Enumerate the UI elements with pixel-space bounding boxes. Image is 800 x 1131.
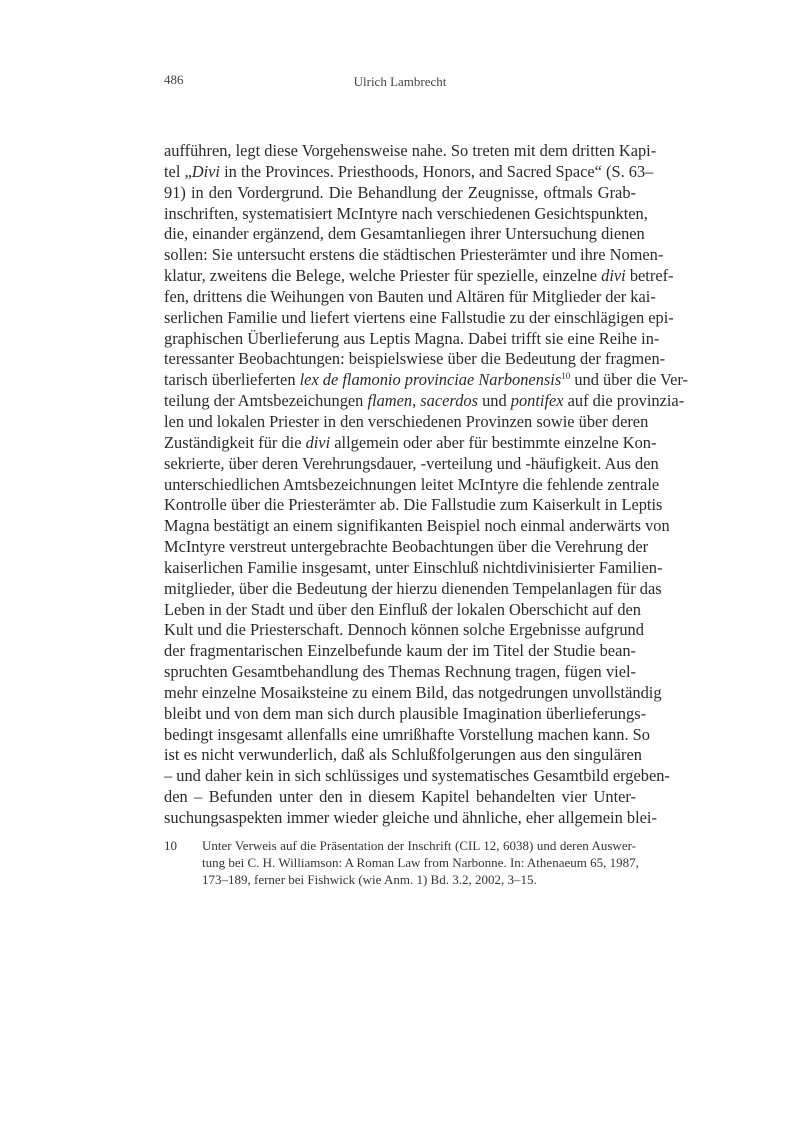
body-line: Zuständigkeit für die divi allgemein oder aber für bestimmte einzelne Kon- [164,432,657,452]
body-line: 91) in den Vordergrund. Die Behandlung der Zeugnisse, oftmals Grab- [164,182,636,202]
body-line: klatur, zweitens die Belege, welche Priester für spezielle, einzelne divi betref- [164,266,674,286]
italic-term: sacerdos [420,391,478,411]
body-line: mehr einzelne Mosaiksteine zu einem Bild, das notgedrungen unvollständig [164,682,662,702]
body-line: mitglieder, über die Bedeutung der hierzu dienenden Tempelanlagen für das [164,578,662,598]
body-line: – und daher kein in sich schlüssiges und systematisches Gesamtbild ergeben- [164,766,670,786]
body-line: sollen: Sie untersucht erstens die städtischen Priesterämter und ihre Nomen- [164,245,664,265]
footnote-text [202,837,639,889]
body-line: Kult und die Priesterschaft. Dennoch können solche Ergebnisse aufgrund [164,620,644,640]
footnote-line: 173–189, ferner bei Fishwick (wie Anm. 1) Bd. 3.2, 2002, 3–15. [202,872,537,888]
body-line: fen, drittens die Weihungen von Bauten und Altären für Mitglieder der kai- [164,286,656,306]
italic-term: divi [305,432,331,452]
body-line: aufführen, legt diese Vorgehensweise nahe. So treten mit dem dritten Kapi- [164,141,657,160]
body-line: teressanter Beobachtungen: beispielswiese über die Bedeutung der fragmen- [164,349,666,369]
body-line: die, einander ergänzend, dem Gesamtanliegen ihrer Untersuchung dienen [164,224,645,244]
running-title: Ulrich Lambrecht [353,74,447,89]
body-line: len und lokalen Priester in den verschiedenen Provinzen sowie über deren [164,411,649,431]
body-line: McIntyre verstreut untergebrachte Beobachtungen über die Verehrung der [164,537,649,557]
body-text [164,141,688,829]
body-line: teilung der Amtsbezeichungen flamen, sacerdos und pontifex auf die provinzia- [164,391,685,411]
running-head [164,72,636,92]
body-line: kaiserlichen Familie insgesamt, unter Einschluß nichtdivinisierter Familien- [164,557,663,577]
italic-term: divi [601,266,626,286]
italic-term: pontifex [510,391,564,411]
footnote-number: 10 [164,838,177,853]
body-line: unterschiedlichen Amtsbezeichnungen leitet McIntyre die fehlende zentrale [164,474,660,494]
body-line: tel „Divi in the Provinces. Priesthoods, Honors, and Sacred Space“ (S. 63– [164,161,654,181]
body-line: Magna bestätigt an einem signifikanten Beispiel noch einmal anderwärts von [164,516,670,536]
body-line: spruchten Gesamtbehandlung des Themas Rechnung tragen, fügen viel- [164,662,636,682]
body-line: suchungsaspekten immer wieder gleiche und ähnliche, eher allgemein blei- [164,808,657,827]
footnote-line: Unter Verweis auf die Präsentation der Inschrift (CIL 12, 6038) und deren Auswer- [202,838,636,853]
body-line: ist es nicht verwunderlich, daß als Schlußfolgerungen aus den singulären [164,745,642,765]
body-line: Leben in der Stadt und über den Einfluß der lokalen Oberschicht auf den [164,599,641,619]
footnote-line: tung bei C. H. Williamson: A Roman Law from Narbonne. In: Athenaeum 65, 1987, [202,855,639,871]
body-line: sekrierte, über deren Verehrungsdauer, -verteilung und -häufigkeit. Aus den [164,453,659,473]
body-line: inschriften, systematisiert McIntyre nach verschiedenen Gesichtspunkten, [164,203,648,223]
body-line: bedingt insgesamt allenfalls eine umrißhafte Vorstellung machen kann. So [164,724,650,744]
italic-term: flamen [367,391,413,411]
body-line: den – Befunden unter den in diesem Kapitel behandelten vier Unter- [164,787,636,807]
body-line: bleibt und von dem man sich durch plausible Imagination überlieferungs- [164,703,647,723]
page-number: 486 [164,72,184,87]
body-line: graphischen Überlieferung aus Leptis Magna. Dabei trifft sie eine Reihe in- [164,328,660,348]
body-line: tarisch überlieferten lex de flamonio provinciae Narbonensis$^{10}$ und über die Ver- [164,370,688,390]
italic-term: lex de flamonio provinciae Narbonensis [299,370,562,390]
italic-term: Divi [191,161,220,181]
body-line: der fragmentarischen Einzelbefunde kaum der im Titel der Studie bean- [164,641,636,661]
footnote-reference[interactable]: 10 [561,371,571,382]
body-line: serlichen Familie und liefert viertens eine Fallstudie zu der einschlägigen epi- [164,307,674,327]
body-line: Kontrolle über die Priesterämter ab. Die Fallstudie zum Kaiserkult in Leptis [164,495,663,515]
